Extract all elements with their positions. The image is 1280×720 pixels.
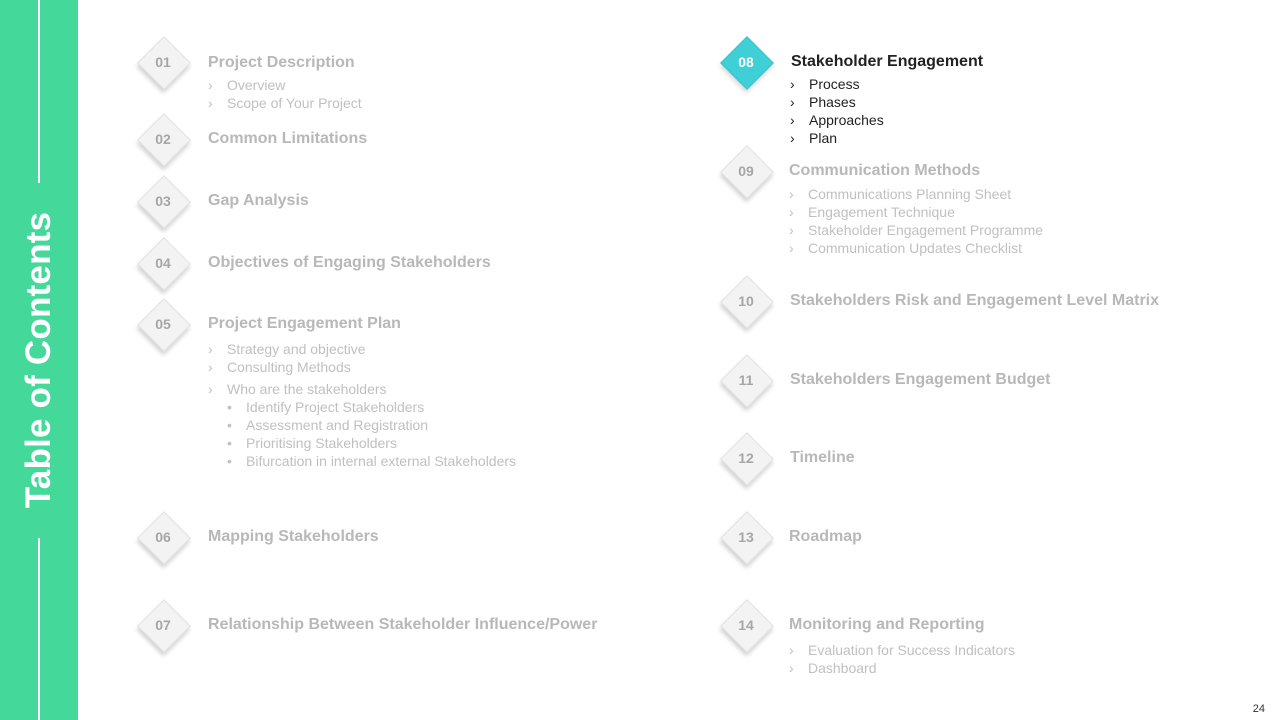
toc-item-common-limitations[interactable]: Common Limitations [208, 130, 368, 147]
toc-subitem-label: Bifurcation in internal external Stakeholders [246, 453, 517, 469]
toc-item-objectives[interactable]: Objectives of Engaging Stakeholders [208, 254, 491, 271]
sidebar-divider-bottom [38, 538, 40, 720]
toc-subitems [789, 185, 1043, 257]
page-title: Table of Contents [19, 211, 58, 509]
bullet-icon: • [227, 453, 232, 469]
toc-subitem-label: Evaluation for Success Indicators [808, 642, 1015, 658]
toc-subitem [790, 111, 884, 129]
toc-item-gap-analysis[interactable]: Gap Analysis [208, 192, 309, 209]
toc-item-relationship[interactable]: Relationship Between Stakeholder Influence/Power [208, 616, 598, 633]
toc-number-badge [720, 511, 772, 563]
toc-subitem-label: Communication Updates Checklist [808, 240, 1022, 256]
toc-bullet-item [208, 434, 516, 452]
toc-subitem-label: Identify Project Stakeholders [246, 399, 425, 415]
toc-subitems [208, 380, 516, 470]
toc-subitem-label: Prioritising Stakeholders [246, 435, 397, 451]
toc-number: 06 [155, 529, 171, 545]
toc-subitem [208, 94, 362, 112]
toc-number-badge [720, 145, 772, 197]
toc-item-monitoring-reporting[interactable]: Monitoring and Reporting [789, 616, 985, 633]
toc-subitem [790, 129, 884, 147]
toc-subitem [208, 380, 516, 398]
toc-bullet-item [208, 452, 516, 470]
toc-subitem-label: Communications Planning Sheet [808, 186, 1012, 202]
toc-subitem [789, 185, 1043, 203]
toc-number: 11 [738, 372, 754, 388]
toc-subitem-label: Overview [227, 77, 286, 93]
toc-bullet-item [208, 398, 516, 416]
toc-subitem-label: Stakeholder Engagement Programme [808, 222, 1044, 238]
toc-item-timeline[interactable]: Timeline [790, 449, 855, 466]
toc-subitem [789, 641, 1015, 659]
toc-subitems [208, 76, 362, 112]
toc-number: 10 [738, 293, 754, 309]
toc-subitem [789, 659, 1015, 677]
toc-subitem-label: Strategy and objective [227, 341, 366, 357]
toc-item-roadmap[interactable]: Roadmap [789, 528, 862, 545]
toc-subitem [789, 221, 1043, 239]
chevron-right-icon: › [789, 660, 794, 676]
toc-subitems [789, 641, 1015, 677]
toc-subitem-label: Process [809, 76, 860, 92]
toc-item-communication-methods[interactable]: Communication Methods [789, 162, 981, 179]
toc-subitem [208, 358, 366, 376]
chevron-right-icon: › [789, 186, 794, 202]
toc-item-project-description[interactable]: Project Description [208, 54, 355, 71]
chevron-right-icon: › [790, 94, 795, 110]
toc-number-badge [720, 599, 772, 651]
toc-number: 08 [738, 54, 754, 70]
toc-item-stakeholder-engagement[interactable]: Stakeholder Engagement [791, 53, 984, 70]
toc-item-engagement-budget[interactable]: Stakeholders Engagement Budget [790, 371, 1051, 388]
toc-subitem-label: Assessment and Registration [246, 417, 429, 433]
toc-subitem [208, 340, 366, 358]
chevron-right-icon: › [208, 359, 213, 375]
toc-number-badge [720, 275, 772, 327]
toc-number-badge [137, 599, 189, 651]
toc-number: 12 [738, 450, 754, 466]
toc-number-badge [137, 237, 189, 289]
page-number: 24 [1252, 703, 1265, 715]
toc-number: 03 [155, 193, 171, 209]
toc-number-badge [137, 511, 189, 563]
toc-number-badge-active [720, 36, 772, 88]
toc-number-badge [137, 113, 189, 165]
bullet-icon: • [227, 417, 232, 433]
toc-number: 01 [155, 54, 171, 70]
toc-subitem [208, 76, 362, 94]
sidebar [0, 0, 78, 720]
chevron-right-icon: › [208, 381, 213, 397]
toc-subitems [790, 75, 884, 147]
toc-subitem [789, 239, 1043, 257]
toc-number: 04 [155, 255, 171, 271]
toc-number: 05 [155, 316, 171, 332]
toc-subitems [208, 340, 366, 376]
toc-subitem-label: Who are the stakeholders [227, 381, 387, 397]
toc-number-badge [720, 432, 772, 484]
toc-subitem [789, 203, 1043, 221]
toc-item-mapping-stakeholders[interactable]: Mapping Stakeholders [208, 528, 379, 545]
bullet-icon: • [227, 435, 232, 451]
toc-subitem [790, 93, 884, 111]
chevron-right-icon: › [789, 240, 794, 256]
toc-number: 02 [155, 131, 171, 147]
toc-subitem-label: Dashboard [808, 660, 877, 676]
toc-number-badge [720, 354, 772, 406]
bullet-icon: • [227, 399, 232, 415]
chevron-right-icon: › [790, 76, 795, 92]
toc-number: 09 [738, 163, 754, 179]
sidebar-divider-top [38, 0, 40, 183]
toc-number: 14 [738, 617, 754, 633]
toc-number: 07 [155, 617, 171, 633]
chevron-right-icon: › [208, 77, 213, 93]
toc-subitem [790, 75, 884, 93]
toc-number-badge [137, 36, 189, 88]
toc-subitem-label: Plan [809, 130, 838, 146]
chevron-right-icon: › [789, 204, 794, 220]
chevron-right-icon: › [789, 222, 794, 238]
toc-subitem-label: Approaches [809, 112, 884, 128]
chevron-right-icon: › [790, 112, 795, 128]
toc-item-project-engagement-plan[interactable]: Project Engagement Plan [208, 315, 401, 332]
chevron-right-icon: › [789, 642, 794, 658]
toc-subitem-label: Phases [809, 94, 856, 110]
toc-subitem-label: Scope of Your Project [227, 95, 362, 111]
toc-subitem-label: Engagement Technique [808, 204, 955, 220]
chevron-right-icon: › [208, 95, 213, 111]
chevron-right-icon: › [208, 341, 213, 357]
toc-number: 13 [738, 529, 754, 545]
toc-number-badge [137, 175, 189, 227]
toc-bullet-item [208, 416, 516, 434]
chevron-right-icon: › [790, 130, 795, 146]
toc-number-badge [137, 298, 189, 350]
toc-subitem-label: Consulting Methods [227, 359, 351, 375]
toc-item-risk-matrix[interactable]: Stakeholders Risk and Engagement Level Matrix [790, 292, 1160, 309]
